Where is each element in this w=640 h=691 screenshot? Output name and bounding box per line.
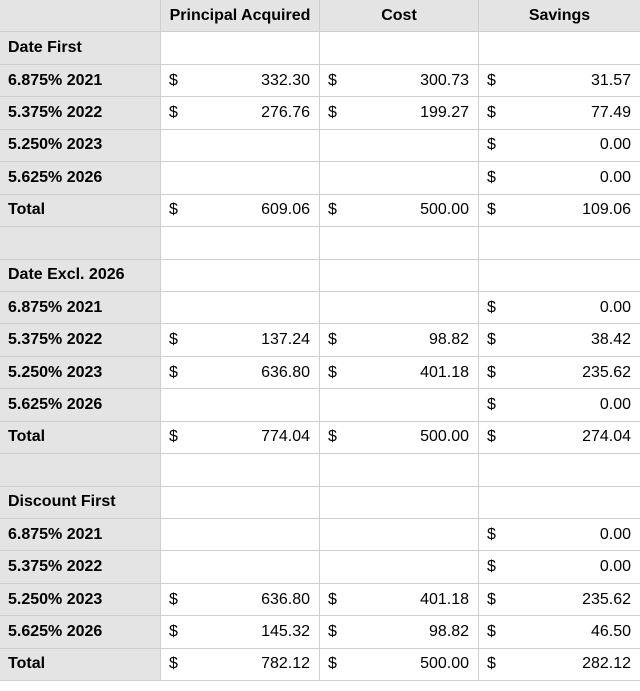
cell-cost[interactable]	[320, 292, 479, 324]
cell-cost[interactable]	[320, 357, 479, 389]
currency-symbol: $	[487, 168, 496, 186]
cell-cost[interactable]	[320, 32, 479, 64]
cell-cost[interactable]	[320, 260, 479, 292]
cell-savings[interactable]	[479, 260, 640, 292]
amount-value: 636.80	[261, 363, 310, 381]
cell-principal-acquired[interactable]	[161, 292, 320, 324]
row-label[interactable]	[0, 227, 161, 259]
cell-savings[interactable]	[479, 130, 640, 162]
amount-value: 235.62	[582, 363, 631, 381]
currency-symbol: $	[328, 363, 337, 381]
cell-principal-acquired[interactable]	[161, 260, 320, 292]
cell-cost[interactable]	[320, 454, 479, 486]
cell-savings[interactable]	[479, 454, 640, 486]
cell-savings[interactable]	[479, 292, 640, 324]
cell-principal-acquired[interactable]	[161, 487, 320, 519]
currency-symbol: $	[169, 590, 178, 608]
cell-savings[interactable]	[479, 195, 640, 227]
cell-principal-acquired[interactable]	[161, 551, 320, 583]
cell-principal-acquired[interactable]	[161, 97, 320, 129]
cell-cost[interactable]	[320, 551, 479, 583]
currency-symbol: $	[487, 558, 496, 576]
header-corner-cell[interactable]	[0, 0, 161, 32]
currency-symbol: $	[328, 331, 337, 349]
cell-savings[interactable]	[479, 487, 640, 519]
cell-cost[interactable]	[320, 519, 479, 551]
cell-cost[interactable]	[320, 389, 479, 421]
currency-symbol: $	[328, 428, 337, 446]
cell-savings[interactable]	[479, 357, 640, 389]
amount-value: 332.30	[261, 71, 310, 89]
currency-symbol: $	[487, 590, 496, 608]
amount-value: 0.00	[599, 136, 631, 154]
cell-principal-acquired[interactable]	[161, 584, 320, 616]
amount-value: 500.00	[420, 428, 469, 446]
cell-cost[interactable]	[320, 487, 479, 519]
row-label[interactable]: 6.875% 2021	[0, 292, 161, 324]
cell-savings[interactable]	[479, 519, 640, 551]
cell-savings[interactable]	[479, 227, 640, 259]
cell-cost[interactable]	[320, 162, 479, 194]
amount-value: 636.80	[261, 590, 310, 608]
currency-symbol: $	[487, 136, 496, 154]
cell-cost[interactable]	[320, 130, 479, 162]
column-header-principal-acquired[interactable]: Principal Acquired	[161, 0, 320, 32]
amount-value: 782.12	[261, 655, 310, 673]
cell-cost[interactable]	[320, 422, 479, 454]
cell-savings[interactable]	[479, 32, 640, 64]
amount-value: 276.76	[261, 104, 310, 122]
cell-savings[interactable]	[479, 324, 640, 356]
amount-value: 31.57	[590, 71, 631, 89]
cell-principal-acquired[interactable]	[161, 130, 320, 162]
amount-value: 137.24	[261, 331, 310, 349]
currency-symbol: $	[487, 363, 496, 381]
amount-value: 145.32	[261, 623, 310, 641]
row-label[interactable]: 6.875% 2021	[0, 519, 161, 551]
cell-cost[interactable]	[320, 324, 479, 356]
currency-symbol: $	[169, 363, 178, 381]
amount-value: 282.12	[582, 655, 631, 673]
cell-principal-acquired[interactable]	[161, 65, 320, 97]
cell-principal-acquired[interactable]	[161, 454, 320, 486]
column-header-cost[interactable]: Cost	[320, 0, 479, 32]
row-label[interactable]: Discount First	[0, 487, 161, 519]
row-label[interactable]: 5.625% 2026	[0, 162, 161, 194]
currency-symbol: $	[487, 331, 496, 349]
currency-symbol: $	[169, 104, 178, 122]
cell-principal-acquired[interactable]	[161, 649, 320, 681]
amount-value: 77.49	[590, 104, 631, 122]
cell-principal-acquired[interactable]	[161, 324, 320, 356]
row-label[interactable]: Date First	[0, 32, 161, 64]
row-label[interactable]: 5.375% 2022	[0, 551, 161, 583]
cell-principal-acquired[interactable]	[161, 357, 320, 389]
currency-symbol: $	[169, 623, 178, 641]
row-label[interactable]: 5.375% 2022	[0, 97, 161, 129]
currency-symbol: $	[487, 623, 496, 641]
row-label[interactable]: 5.375% 2022	[0, 324, 161, 356]
row-label[interactable]: 5.250% 2023	[0, 357, 161, 389]
cell-savings[interactable]	[479, 97, 640, 129]
currency-symbol: $	[328, 655, 337, 673]
currency-symbol: $	[487, 655, 496, 673]
amount-value: 274.04	[582, 428, 631, 446]
cell-savings[interactable]	[479, 616, 640, 648]
row-label[interactable]: 6.875% 2021	[0, 65, 161, 97]
currency-symbol: $	[169, 428, 178, 446]
cell-cost[interactable]	[320, 649, 479, 681]
amount-value: 199.27	[420, 104, 469, 122]
row-label[interactable]: Total	[0, 422, 161, 454]
cell-savings[interactable]	[479, 389, 640, 421]
amount-value: 0.00	[599, 395, 631, 413]
amount-value: 300.73	[420, 71, 469, 89]
cell-principal-acquired[interactable]	[161, 195, 320, 227]
row-label[interactable]: 5.250% 2023	[0, 130, 161, 162]
currency-symbol: $	[328, 201, 337, 219]
amount-value: 401.18	[420, 363, 469, 381]
amount-value: 109.06	[582, 201, 631, 219]
cell-savings[interactable]	[479, 584, 640, 616]
currency-symbol: $	[328, 71, 337, 89]
cell-savings[interactable]	[479, 422, 640, 454]
amount-value: 235.62	[582, 590, 631, 608]
cell-principal-acquired[interactable]	[161, 162, 320, 194]
amount-value: 609.06	[261, 201, 310, 219]
amount-value: 38.42	[590, 331, 631, 349]
amount-value: 500.00	[420, 655, 469, 673]
row-label[interactable]: Total	[0, 649, 161, 681]
currency-symbol: $	[487, 71, 496, 89]
cell-cost[interactable]	[320, 227, 479, 259]
cell-savings[interactable]	[479, 65, 640, 97]
row-label[interactable]: Date Excl. 2026	[0, 260, 161, 292]
currency-symbol: $	[328, 104, 337, 122]
cell-principal-acquired[interactable]	[161, 389, 320, 421]
row-label[interactable]: 5.250% 2023	[0, 584, 161, 616]
amount-value: 0.00	[599, 298, 631, 316]
cell-cost[interactable]	[320, 65, 479, 97]
column-header-savings[interactable]: Savings	[479, 0, 640, 32]
cell-cost[interactable]	[320, 584, 479, 616]
amount-value: 0.00	[599, 525, 631, 543]
cell-savings[interactable]	[479, 162, 640, 194]
cell-savings[interactable]	[479, 649, 640, 681]
currency-symbol: $	[169, 655, 178, 673]
amount-value: 401.18	[420, 590, 469, 608]
cell-savings[interactable]	[479, 551, 640, 583]
currency-symbol: $	[169, 201, 178, 219]
cell-principal-acquired[interactable]	[161, 616, 320, 648]
amount-value: 0.00	[599, 558, 631, 576]
cell-cost[interactable]	[320, 616, 479, 648]
currency-symbol: $	[487, 525, 496, 543]
currency-symbol: $	[487, 104, 496, 122]
row-label[interactable]: 5.625% 2026	[0, 389, 161, 421]
amount-value: 46.50	[590, 623, 631, 641]
currency-symbol: $	[487, 395, 496, 413]
currency-symbol: $	[328, 590, 337, 608]
cell-principal-acquired[interactable]	[161, 519, 320, 551]
currency-symbol: $	[328, 623, 337, 641]
row-label[interactable]	[0, 454, 161, 486]
amount-value: 774.04	[261, 428, 310, 446]
amount-value: 0.00	[599, 168, 631, 186]
amount-value: 500.00	[420, 201, 469, 219]
cell-cost[interactable]	[320, 97, 479, 129]
currency-symbol: $	[169, 71, 178, 89]
cell-principal-acquired[interactable]	[161, 32, 320, 64]
amount-value: 98.82	[428, 623, 469, 641]
row-label[interactable]: 5.625% 2026	[0, 616, 161, 648]
currency-symbol: $	[487, 201, 496, 219]
currency-symbol: $	[487, 428, 496, 446]
cell-principal-acquired[interactable]	[161, 227, 320, 259]
currency-symbol: $	[169, 331, 178, 349]
row-label[interactable]: Total	[0, 195, 161, 227]
currency-symbol: $	[487, 298, 496, 316]
cell-cost[interactable]	[320, 195, 479, 227]
amount-value: 98.82	[428, 331, 469, 349]
cell-principal-acquired[interactable]	[161, 422, 320, 454]
